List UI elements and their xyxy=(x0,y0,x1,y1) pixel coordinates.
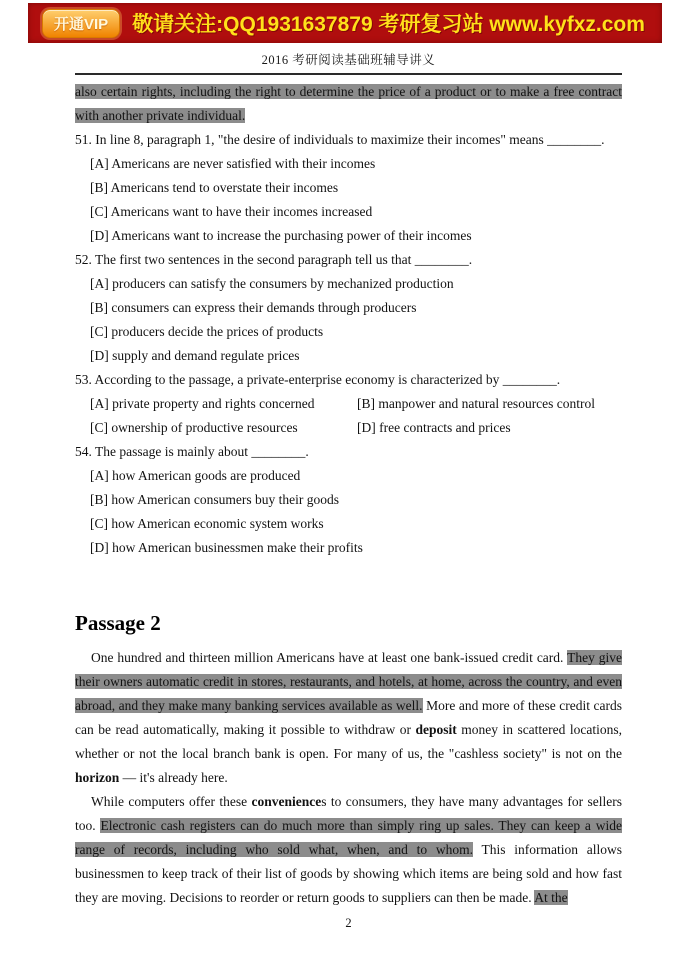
bold-term: horizon xyxy=(75,770,120,785)
answer-option: [B] Americans tend to overstate their incomes xyxy=(90,180,339,195)
carryover-highlighted-paragraph xyxy=(75,80,622,128)
question-52-options xyxy=(75,272,622,368)
highlighted-text: Electronic cash registers can do much more than simply ring up sales. They can keep a wide range of records, including who sold what, when, and to whom. xyxy=(75,818,622,857)
question-51-options xyxy=(75,152,622,248)
page-number: 2 xyxy=(345,916,352,930)
question-54-options xyxy=(75,464,622,560)
passage-2-paragraph-2 xyxy=(75,790,622,910)
answer-option: [B] manpower and natural resources control xyxy=(357,396,596,411)
text-segment: — it's already here. xyxy=(119,770,228,785)
text-segment: money in scattered locations, whether or not the local branch bank is open. For many of us, the "cashless society" is not on the xyxy=(75,722,623,761)
answer-option: [C] Americans want to have their incomes increased xyxy=(90,204,373,219)
answer-option: [A] how American goods are produced xyxy=(90,468,301,483)
question-52-stem: 52. The first two sentences in the second paragraph tell us that ________. xyxy=(75,252,473,267)
answer-option: [D] supply and demand regulate prices xyxy=(90,348,300,363)
question-51 xyxy=(75,128,622,248)
answer-option: [B] how American consumers buy their goods xyxy=(90,492,339,507)
vip-button[interactable]: 开通VIP xyxy=(42,9,120,38)
bold-term: convenience xyxy=(251,794,322,809)
answer-option: [A] Americans are never satisfied with their incomes xyxy=(90,156,376,171)
answer-option: [D] Americans want to increase the purchasing power of their incomes xyxy=(90,228,472,243)
question-53 xyxy=(75,368,622,440)
text-segment: One hundred and thirteen million Americans have at least one bank-issued credit card. xyxy=(91,650,568,665)
document-page xyxy=(75,50,622,935)
question-52 xyxy=(75,248,622,368)
text-segment: More and more of these credit cards can be read automatically, making it possible to withdraw or xyxy=(75,698,623,737)
answer-option: [B] consumers can express their demands through producers xyxy=(90,300,417,315)
text-segment: While computers offer these xyxy=(91,794,252,809)
promo-banner[interactable] xyxy=(28,3,662,43)
answer-option: [C] how American economic system works xyxy=(90,516,324,531)
answer-option: [C] ownership of productive resources xyxy=(90,420,298,435)
document-title: 2016 考研阅读基础班辅导讲义 xyxy=(261,53,436,67)
highlighted-text: At the xyxy=(534,890,568,905)
answer-option: [C] producers decide the prices of products xyxy=(90,324,324,339)
promo-banner-text: 敬请关注:QQ1931637879 考研复习站 www.kyfxz.com xyxy=(132,13,645,36)
question-51-stem: 51. In line 8, paragraph 1, "the desire of individuals to maximize their incomes" means ________. xyxy=(75,132,605,147)
question-53-options xyxy=(75,392,622,440)
answer-option: [D] free contracts and prices xyxy=(357,420,511,435)
question-54 xyxy=(75,440,622,560)
highlighted-text: also certain rights, including the right to determine the price of a product or to make a free contract with another private individual. xyxy=(75,84,622,123)
highlighted-text: They give their owners automatic credit in stores, restaurants, and hotels, at home, across the country, and even abroad, and they make many banking services available as well. xyxy=(75,650,622,713)
answer-option: [D] how American businessmen make their profits xyxy=(90,540,363,555)
text-segment: This information allows businessmen to keep track of their list of goods by showing which items are being sold and how fast they are moving. Decisions to reorder or return goods to suppliers can then be made. xyxy=(75,842,622,905)
question-53-stem: 53. According to the passage, a private-enterprise economy is characterized by ________. xyxy=(75,372,561,387)
answer-option: [A] private property and rights concerned xyxy=(90,396,315,411)
question-54-stem: 54. The passage is mainly about ________. xyxy=(75,444,309,459)
document-body xyxy=(75,80,622,935)
answer-option: [A] producers can satisfy the consumers by mechanized production xyxy=(90,276,454,291)
passage-2-paragraph-1 xyxy=(75,646,622,790)
text-segment: s to consumers, they have many advantages for sellers too. xyxy=(75,794,622,833)
document-header xyxy=(75,50,622,75)
bold-term: deposit xyxy=(415,722,457,737)
passage-2-heading: Passage 2 xyxy=(75,611,161,635)
